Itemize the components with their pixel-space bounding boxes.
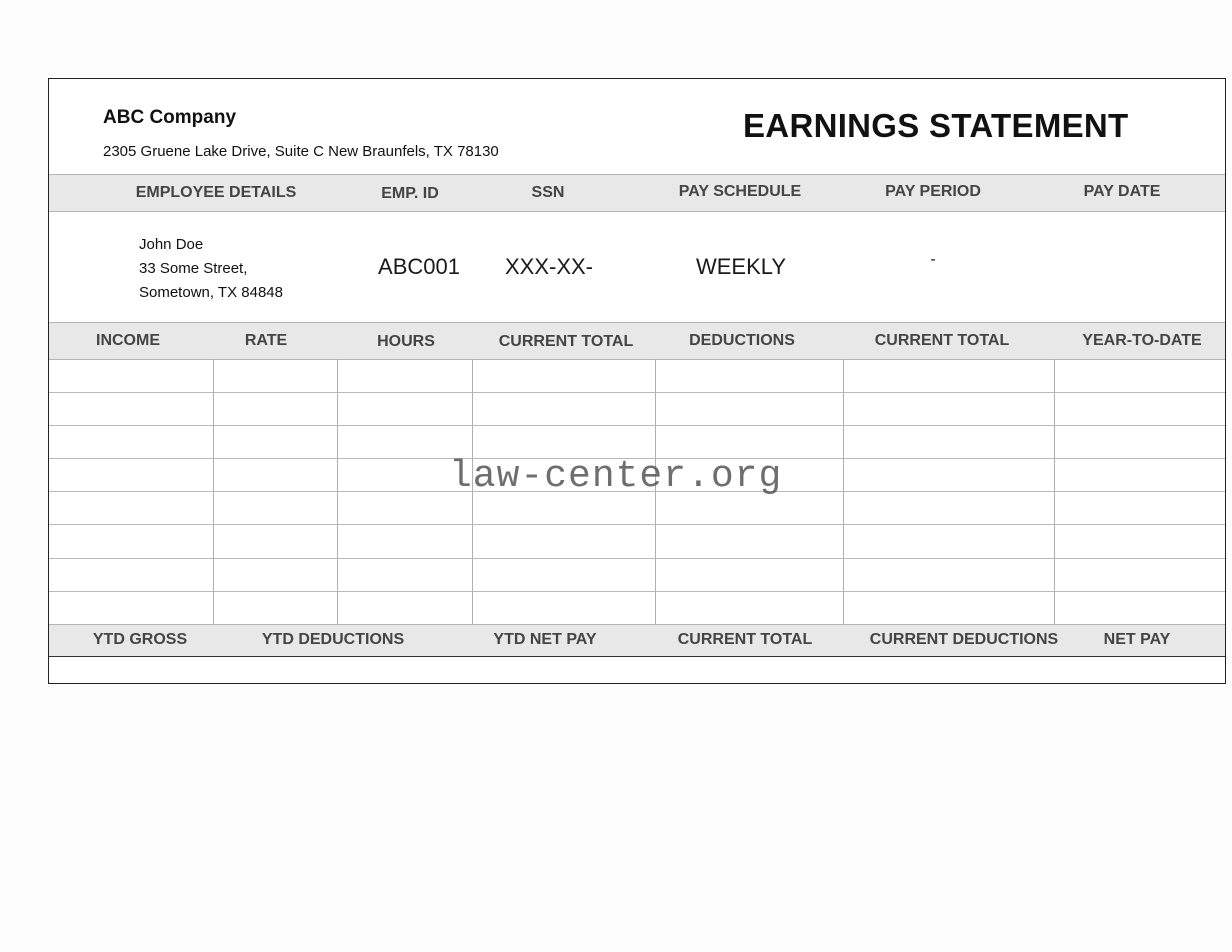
pay-schedule-value: WEEKLY xyxy=(695,254,787,279)
employee-street: 33 Some Street, xyxy=(139,260,248,277)
grid-row-line xyxy=(49,591,1225,592)
pay-period-value: - xyxy=(930,251,936,268)
ssn-value: XXX-XX- xyxy=(504,254,594,279)
watermark: law-center.org xyxy=(449,455,783,498)
income-header: INCOME xyxy=(96,332,160,349)
emp-id-value: ABC001 xyxy=(378,254,460,279)
ytd-net-pay-header: YTD NET PAY xyxy=(493,631,597,648)
grid-column-line xyxy=(1054,359,1055,624)
current-total-header: CURRENT TOTAL xyxy=(498,333,634,350)
company-address: 2305 Gruene Lake Drive, Suite C New Braunfels, TX 78130 xyxy=(103,143,499,160)
company-name: ABC Company xyxy=(103,107,237,128)
current-total-header-2: CURRENT TOTAL xyxy=(874,332,1010,349)
ssn-header: SSN xyxy=(531,184,565,201)
grid-row-line xyxy=(49,524,1225,525)
grid-column-line xyxy=(213,359,214,624)
employee-header-band xyxy=(49,174,1225,212)
grid-column-line xyxy=(843,359,844,624)
grid-column-line xyxy=(337,359,338,624)
earnings-header-band xyxy=(49,322,1225,360)
summary-header-band xyxy=(49,624,1225,657)
pay-schedule-header: PAY SCHEDULE xyxy=(678,183,802,200)
employee-details-header: EMPLOYEE DETAILS xyxy=(135,184,297,201)
earnings-statement-form xyxy=(48,78,1226,684)
statement-title: EARNINGS STATEMENT xyxy=(743,107,1129,144)
pay-date-header: PAY DATE xyxy=(1083,183,1161,200)
rate-header: RATE xyxy=(244,332,288,349)
employee-city: Sometown, TX 84848 xyxy=(139,284,283,301)
ytd-gross-header: YTD GROSS xyxy=(92,631,188,648)
grid-row-line xyxy=(49,425,1225,426)
grid-row-line xyxy=(49,392,1225,393)
employee-address-block xyxy=(139,233,283,305)
deductions-header: DEDUCTIONS xyxy=(689,332,795,349)
emp-id-header: EMP. ID xyxy=(381,185,439,202)
current-deductions-header: CURRENT DEDUCTIONS xyxy=(869,631,1059,648)
year-to-date-header: YEAR-TO-DATE xyxy=(1082,332,1202,349)
hours-header: HOURS xyxy=(377,333,435,350)
ytd-deductions-header: YTD DEDUCTIONS xyxy=(261,631,405,648)
pay-period-header: PAY PERIOD xyxy=(885,183,981,200)
employee-name: John Doe xyxy=(139,236,204,253)
grid-row-line xyxy=(49,558,1225,559)
summary-current-total-header: CURRENT TOTAL xyxy=(677,631,813,648)
net-pay-header: NET PAY xyxy=(1103,631,1171,648)
